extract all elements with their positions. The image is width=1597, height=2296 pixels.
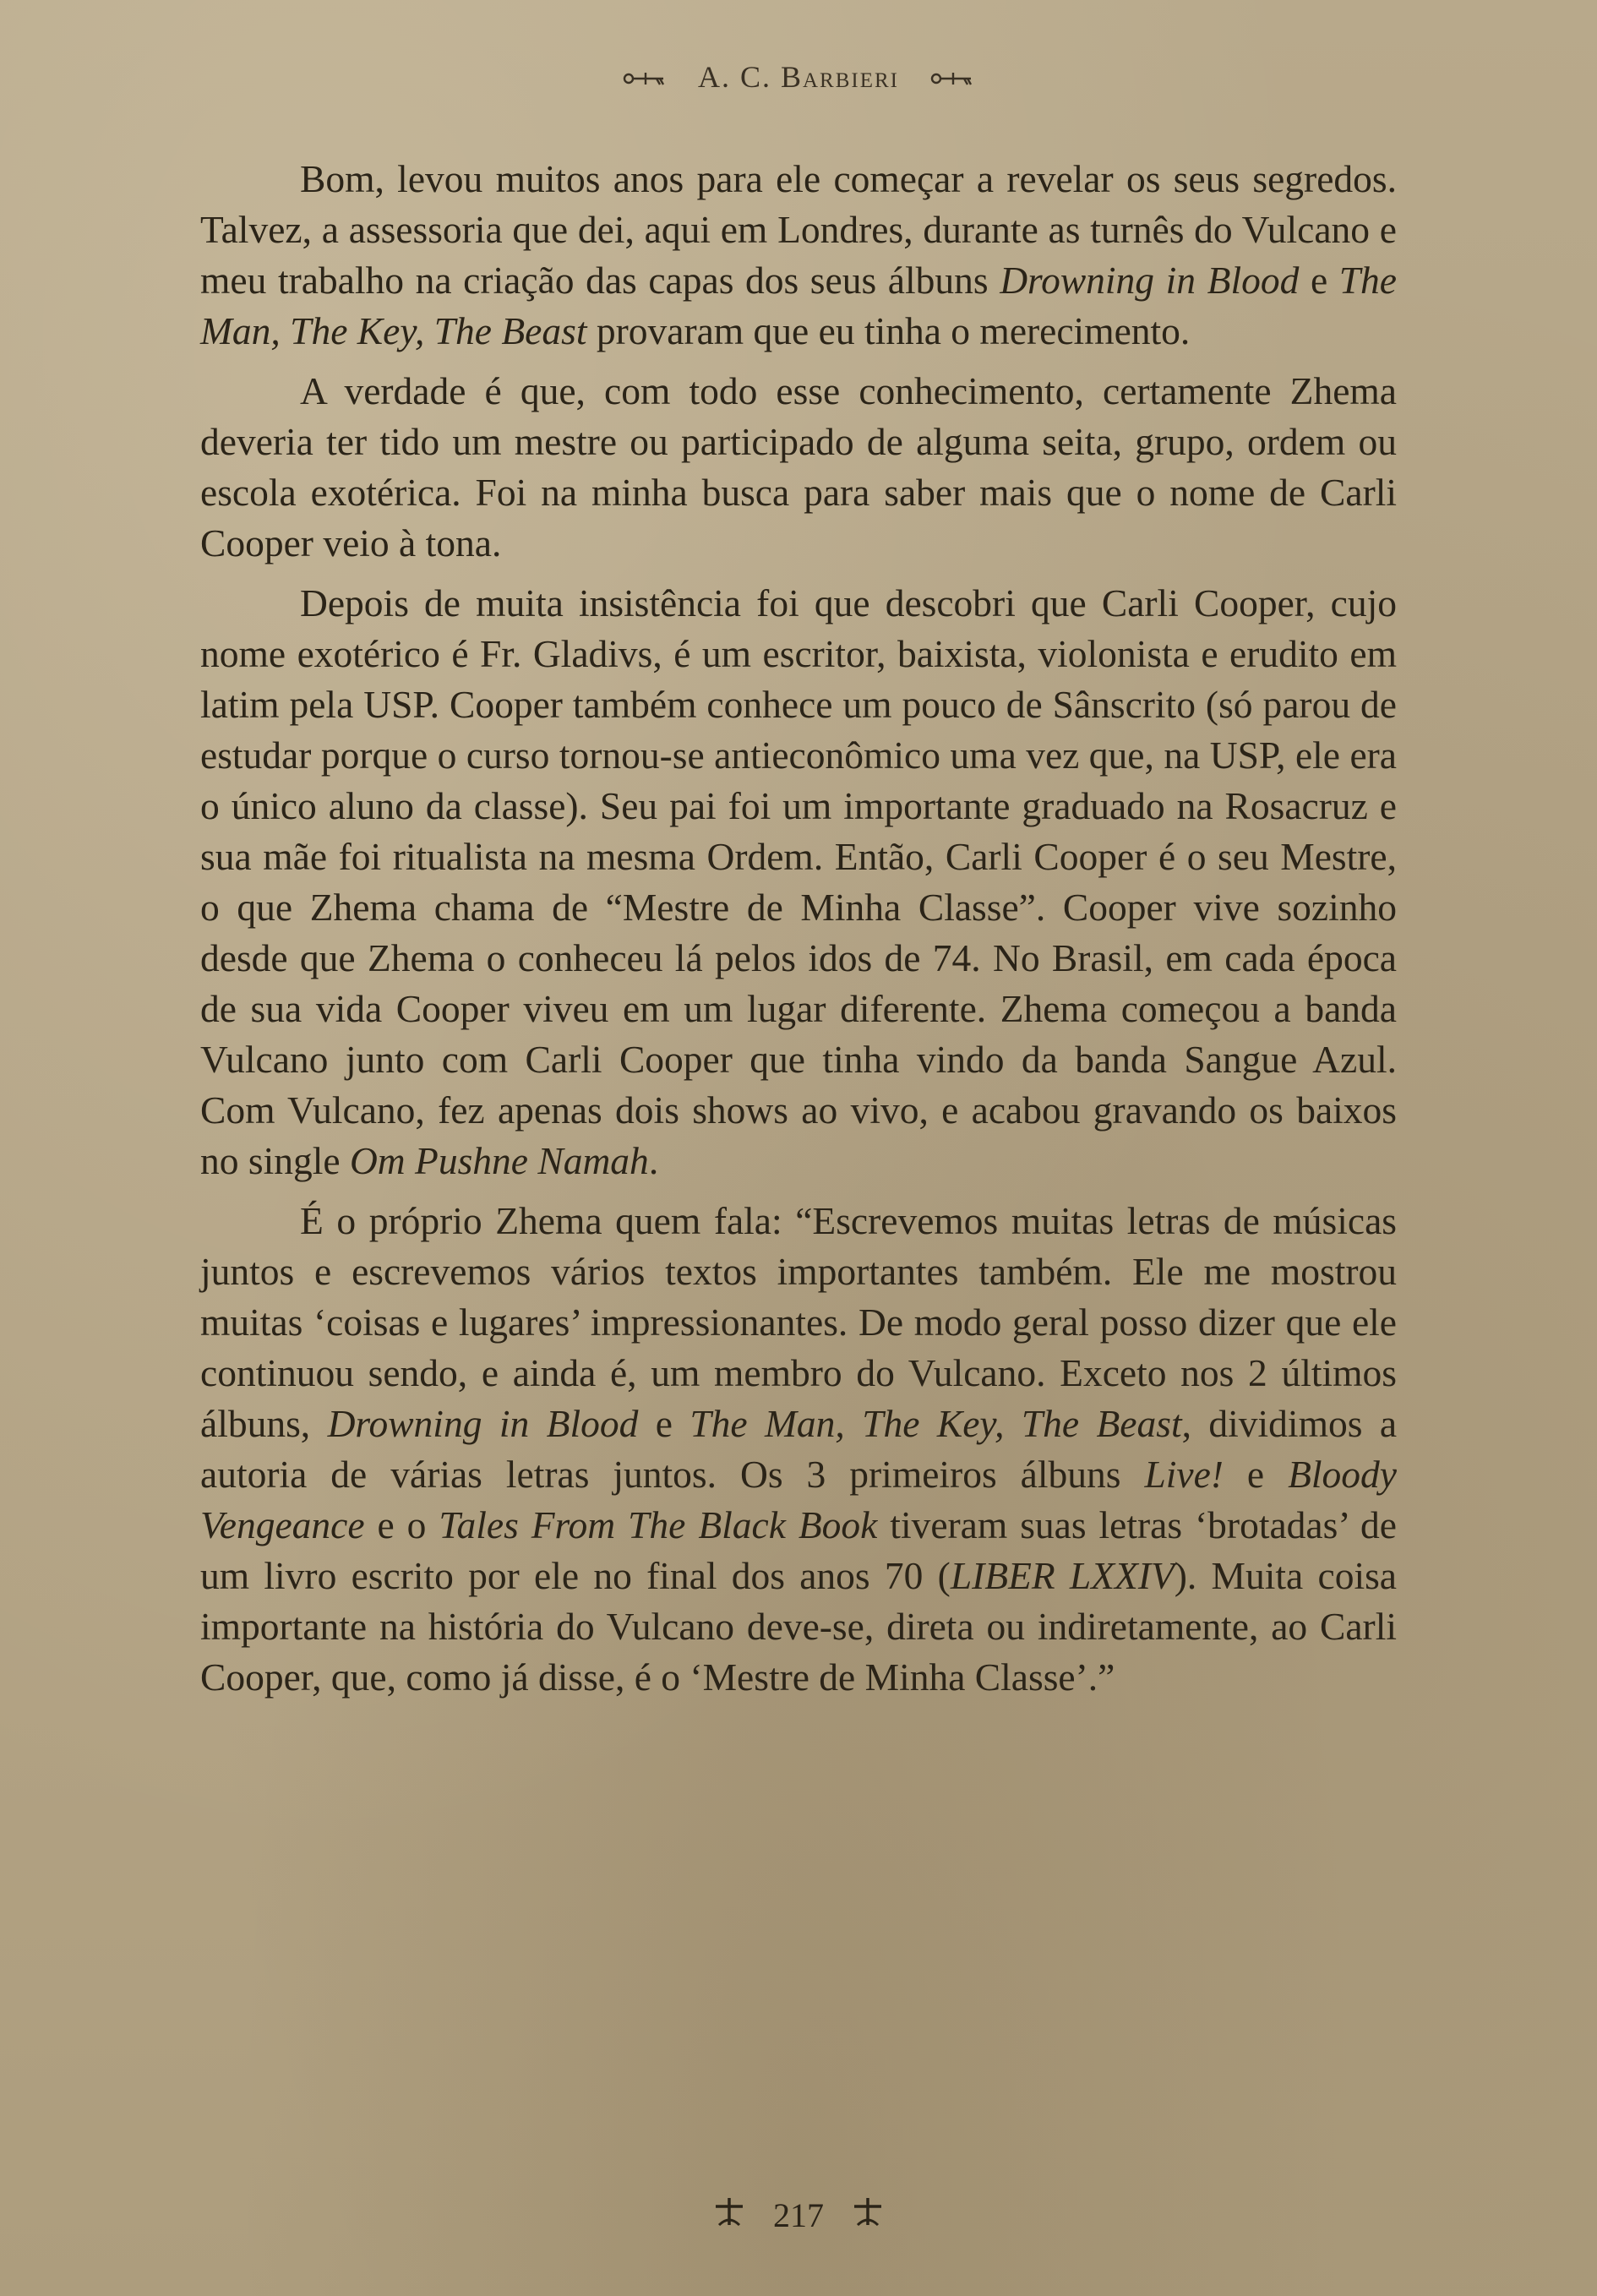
paragraph-3: Depois de muita insistência foi que descobri que Carli Cooper, cujo nome exotérico é Fr. Gladivs, é um escritor, baixista, violonista e erudito em latim pela USP. Cooper também conhece um pouco de Sânscrito (só parou de estudar porque o curso tornou-se antieconômico uma vez que, na USP, ele era o único aluno da classe). Seu pai foi um importante graduado na Rosacruz e sua mãe foi ritualista na mesma Ordem. Então, Carli Cooper é o seu Mestre, o que Zhema chama de “Mestre de Minha Classe”. Cooper vive sozinho desde que Zhema o conheceu lá pelos idos de 74. No Brasil, em cada época de sua vida Cooper viveu em um lugar diferente. Zhema começou a banda Vulcano junto com Carli Cooper que tinha vindo da banda Sangue Azul. Com Vulcano, fez apenas dois shows ao vivo, e acabou gravando os baixos no single Om Pushne Namah. [200,581,1397,1182]
page-footer [0,2192,1597,2237]
paragraph-1: Bom, levou muitos anos para ele começar a revelar os seus segredos. Talvez, a assessoria que dei, aqui em Londres, durante as turnês do Vulcano e meu trabalho na criação das capas dos seus álbuns Drowning in Blood e The Man, The Key, The Beast provaram que eu tinha o merecimento. [200,157,1397,352]
book-title: LIBER LXXIV [950,1554,1175,1597]
key-ornament-icon [930,59,974,95]
key-ornament-icon [623,59,667,95]
album-title: The Man, The Key, The Beast [200,259,1397,352]
album-title: Bloody Vengeance [200,1453,1397,1546]
album-title: Drowning in Blood [1000,259,1300,302]
paragraph-2: A verdade é que, com todo esse conhecimento, certamente Zhema deveria ter tido um mestre ou participado de alguma seita, grupo, ordem ou escola exotérica. Foi na minha busca para saber mais que o nome de Carli Cooper veio à tona. [200,369,1397,564]
cross-ornament-icon [712,2195,746,2237]
running-head-title: A. C. Barbieri [697,59,900,94]
cross-ornament-icon [851,2195,885,2237]
album-title: Drowning in Blood [327,1402,639,1445]
album-title: Tales From The Black Book [439,1503,878,1546]
single-title: Om Pushne Namah [349,1139,649,1182]
paragraph-4: É o próprio Zhema quem fala: “Escrevemos muitas letras de músicas juntos e escrevemos vários textos importantes também. Ele me mostrou muitas ‘coisas e lugares’ impressionantes. De modo geral posso dizer que ele continuou sendo, e ainda é, um membro do Vulcano. Exceto nos 2 últimos álbuns, Drowning in Blood e The Man, The Key, The Beast, dividimos a autoria de várias letras juntos. Os 3 primeiros álbuns Live! e Bloody Vengeance e o Tales From The Black Book tiveram suas letras ‘brotadas’ de um livro escrito por ele no final dos anos 70 (LIBER LXXIV). Muita coisa importante na história do Vulcano deve-se, direta ou indiretamente, ao Carli Cooper, que, como já disse, é o ‘Mestre de Minha Classe’.” [200,1199,1398,1699]
running-head [0,56,1597,95]
album-title: Live! [1144,1453,1224,1496]
album-title: The Man, The Key, The Beast [689,1402,1182,1445]
body-text [200,154,1397,1712]
page-number: 217 [773,2196,824,2235]
